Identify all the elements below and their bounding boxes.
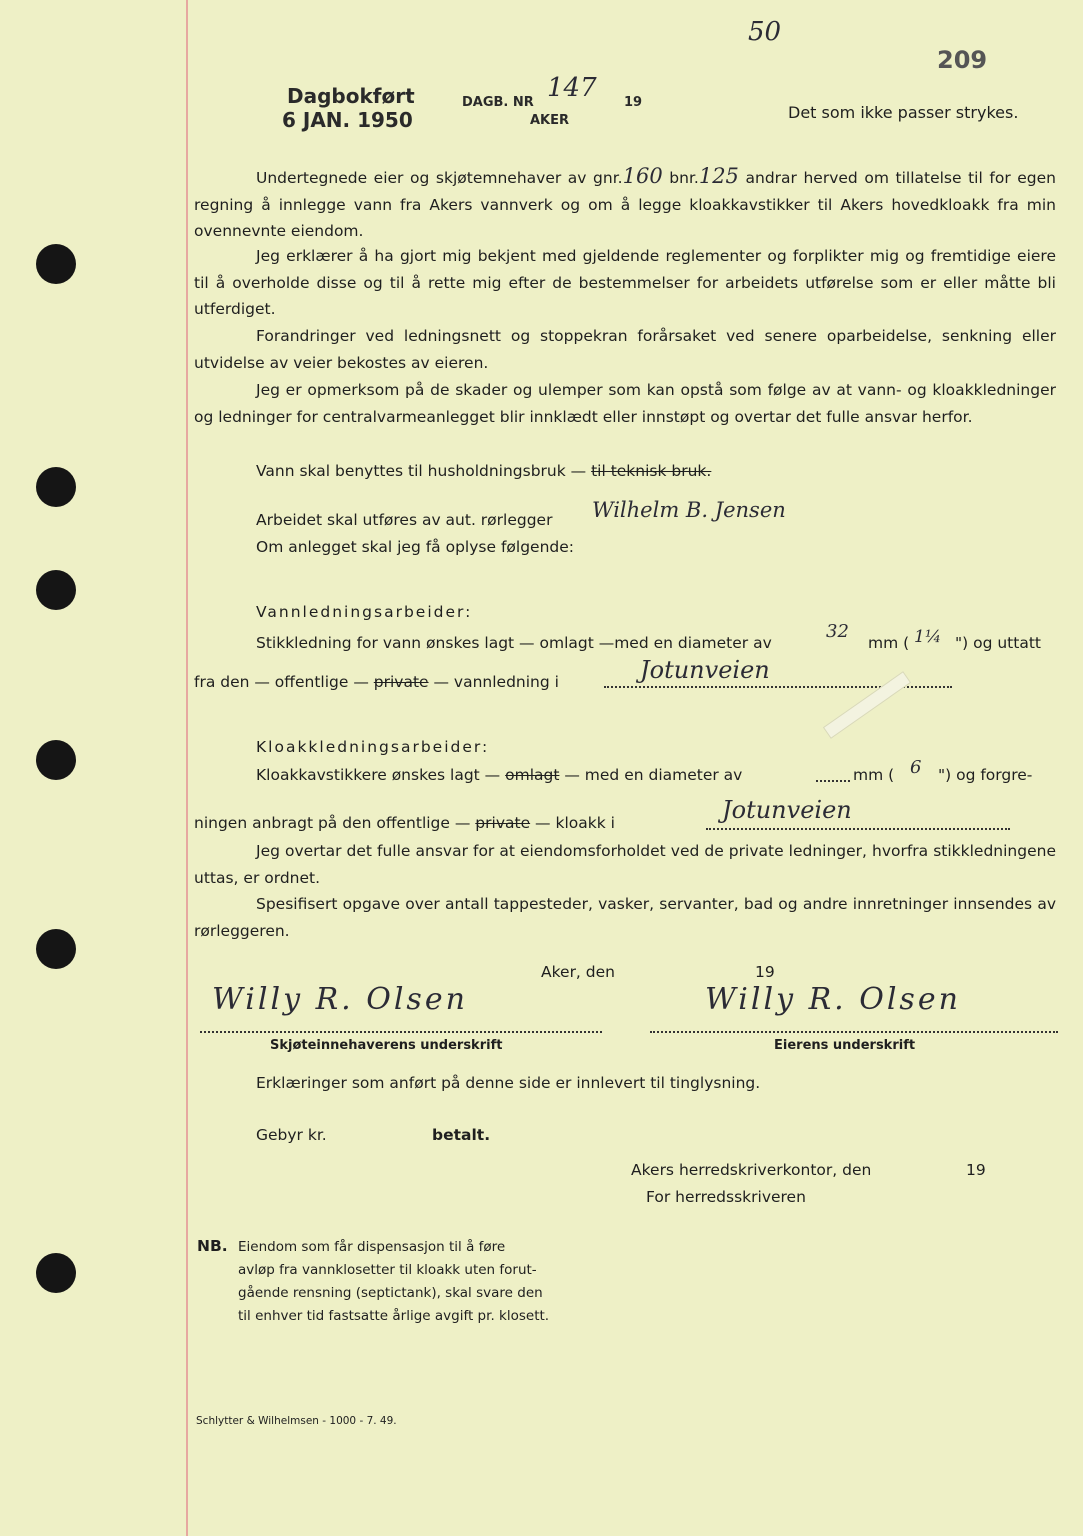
intro-text-c: andrar herved om tillatelse til for egen regning å innlegge vann fra Akers vannverk og om å legge kloakkavstikker til Akers hovedkloakk fra min ovennevnte eiendom. <box>194 169 1057 240</box>
dagb-nr-label: DAGB. NR <box>462 95 534 110</box>
erklaring-text: Erklæringer som anført på denne side er innlevert til tinglysning. <box>256 1074 761 1092</box>
dagbok-date: 6 JAN. 1950 <box>282 108 413 132</box>
kloakk-line1-c: ") og forgre- <box>938 766 1033 784</box>
kloakk-line1-struck: omlagt <box>505 766 560 784</box>
kloakk-line1-mm: mm ( <box>853 766 895 784</box>
rorlegger-name: Wilhelm B. Jensen <box>592 498 786 522</box>
punch-hole <box>36 1253 76 1293</box>
intro-paragraph <box>194 163 1056 245</box>
vann-line2-b: — vannledning i <box>428 673 559 691</box>
page-number: 209 <box>937 46 988 74</box>
vann-diameter-mm: 32 <box>826 621 849 642</box>
punch-hole <box>36 929 76 969</box>
printer-imprint: Schlytter & Wilhelmsen - 1000 - 7. 49. <box>196 1415 397 1427</box>
arbeid-label: Arbeidet skal utføres av aut. rørlegger <box>256 511 553 529</box>
kloakk-line2-b: — kloakk i <box>530 814 615 832</box>
aker-label: AKER <box>530 113 570 128</box>
betalt-label: betalt. <box>432 1126 491 1144</box>
intro-text-a: Undertegnede eier og skjøtemnehaver av gnr. <box>256 169 623 187</box>
gebyr-label: Gebyr kr. <box>256 1126 327 1144</box>
vann-line2-struck: private <box>373 673 429 691</box>
water-use-struck: til teknisk bruk. <box>591 462 712 480</box>
water-use-text: Vann skal benyttes til husholdningsbruk — <box>256 462 592 480</box>
right-signature-label: Eierens underskrift <box>774 1038 916 1053</box>
paragraph-damages: Jeg er opmerksom på de skader og ulemper som kan opstå som følge av at vann- og kloakkledninger og ledninger for centralvarmeanlegget blir innklædt eller innstøpt og overtar det fulle ansvar herfor. <box>194 381 1056 426</box>
kloakk-line1-a: Kloakkavstikkere ønskes lagt — <box>256 766 506 784</box>
kloakk-line2-struck: private <box>475 814 531 832</box>
kloakk-line1 <box>256 765 742 785</box>
left-signature: Willy R. Olsen <box>212 982 468 1017</box>
kloakk-heading: Kloakkledningsarbeider: <box>256 738 490 756</box>
kloakk-mm-line <box>816 780 850 782</box>
kloakk-diameter-in: 6 <box>910 757 922 778</box>
kontor-label: Akers herredskriverkontor, den <box>631 1161 872 1179</box>
left-signature-label: Skjøteinnehaverens underskrift <box>270 1038 503 1053</box>
kontor-year: 19 <box>966 1161 986 1179</box>
nb-line: Eiendom som får dispensasjon til å føre <box>238 1239 506 1255</box>
kloakk-street-line <box>706 828 1010 830</box>
vann-street: Jotunveien <box>640 656 770 684</box>
right-signature-line <box>650 1031 1058 1033</box>
paragraph-specification: Spesifisert opgave over antall tappesteder, vasker, servanter, bad og andre innretninger innsendes av rørleggeren. <box>194 895 1056 940</box>
instruction-text: Det som ikke passer strykes. <box>788 103 1019 122</box>
vann-line1-a: Stikkledning for vann ønskes lagt — omlagt —med en diameter av <box>256 634 772 652</box>
punch-hole <box>36 244 76 284</box>
place-date-year: 19 <box>755 963 775 981</box>
vann-heading: Vannledningsarbeider: <box>256 603 473 621</box>
nb-line: avløp fra vannklosetter til kloakk uten forut- <box>238 1262 537 1278</box>
nb-label: NB. <box>197 1237 228 1255</box>
dagb-nr-handwritten: 50 <box>748 17 782 47</box>
dagb-nr-year: 19 <box>624 95 643 110</box>
gnr-value: 160 <box>622 164 663 188</box>
nb-line: til enhver tid fastsatte årlige avgift pr. klosett. <box>238 1308 550 1324</box>
punch-hole <box>36 570 76 610</box>
kloakk-street: Jotunveien <box>722 796 852 824</box>
vann-line2-a: fra den — offentlige — <box>194 673 374 691</box>
right-signature: Willy R. Olsen <box>705 982 961 1017</box>
dagbok-stamp: Dagbokført <box>287 84 415 108</box>
paragraph-responsibility: Jeg overtar det fulle ansvar for at eiendomsforholdet ved de private ledninger, hvorfra stikkledningene uttas, er ordnet. <box>194 842 1056 887</box>
vann-line2 <box>194 672 559 692</box>
kloakk-line1-b: — med en diameter av <box>559 766 743 784</box>
pencil-mark <box>823 671 911 739</box>
paragraph-changes: Forandringer ved ledningsnett og stoppekran forårsaket ved senere oparbeidelse, senkning eller utvidelse av veier bekostes av eieren. <box>194 327 1056 372</box>
left-signature-line <box>200 1031 602 1033</box>
vann-line1-b: mm ( <box>868 634 910 652</box>
paragraph-regulations: Jeg erklærer å ha gjort mig bekjent med gjeldende reglementer og forplikter mig og fremtidige eiere til å overholde disse og til å rette mig efter de bestemmelser for arbeidets utførelse som er eller måtte bli utferdiget. <box>194 247 1056 318</box>
dagb-nr-value: 147 <box>547 73 597 103</box>
vann-line1-c: ") og uttatt <box>955 634 1041 652</box>
kloakk-line2-a: ningen anbragt på den offentlige — <box>194 814 476 832</box>
kloakk-line2 <box>194 813 615 833</box>
intro-text-b: bnr. <box>662 169 699 187</box>
oplys-text: Om anlegget skal jeg få oplyse følgende: <box>256 538 574 556</box>
punch-hole <box>36 467 76 507</box>
paragraph-water-use <box>256 461 711 481</box>
place-date-label: Aker, den <box>541 963 615 981</box>
vann-diameter-in: 1¼ <box>914 627 942 647</box>
punch-hole <box>36 740 76 780</box>
for-herredsskriveren: For herredsskriveren <box>646 1188 806 1206</box>
margin-line <box>186 0 188 1536</box>
bnr-value: 125 <box>698 164 739 188</box>
nb-line: gående rensning (septictank), skal svare den <box>238 1285 543 1301</box>
